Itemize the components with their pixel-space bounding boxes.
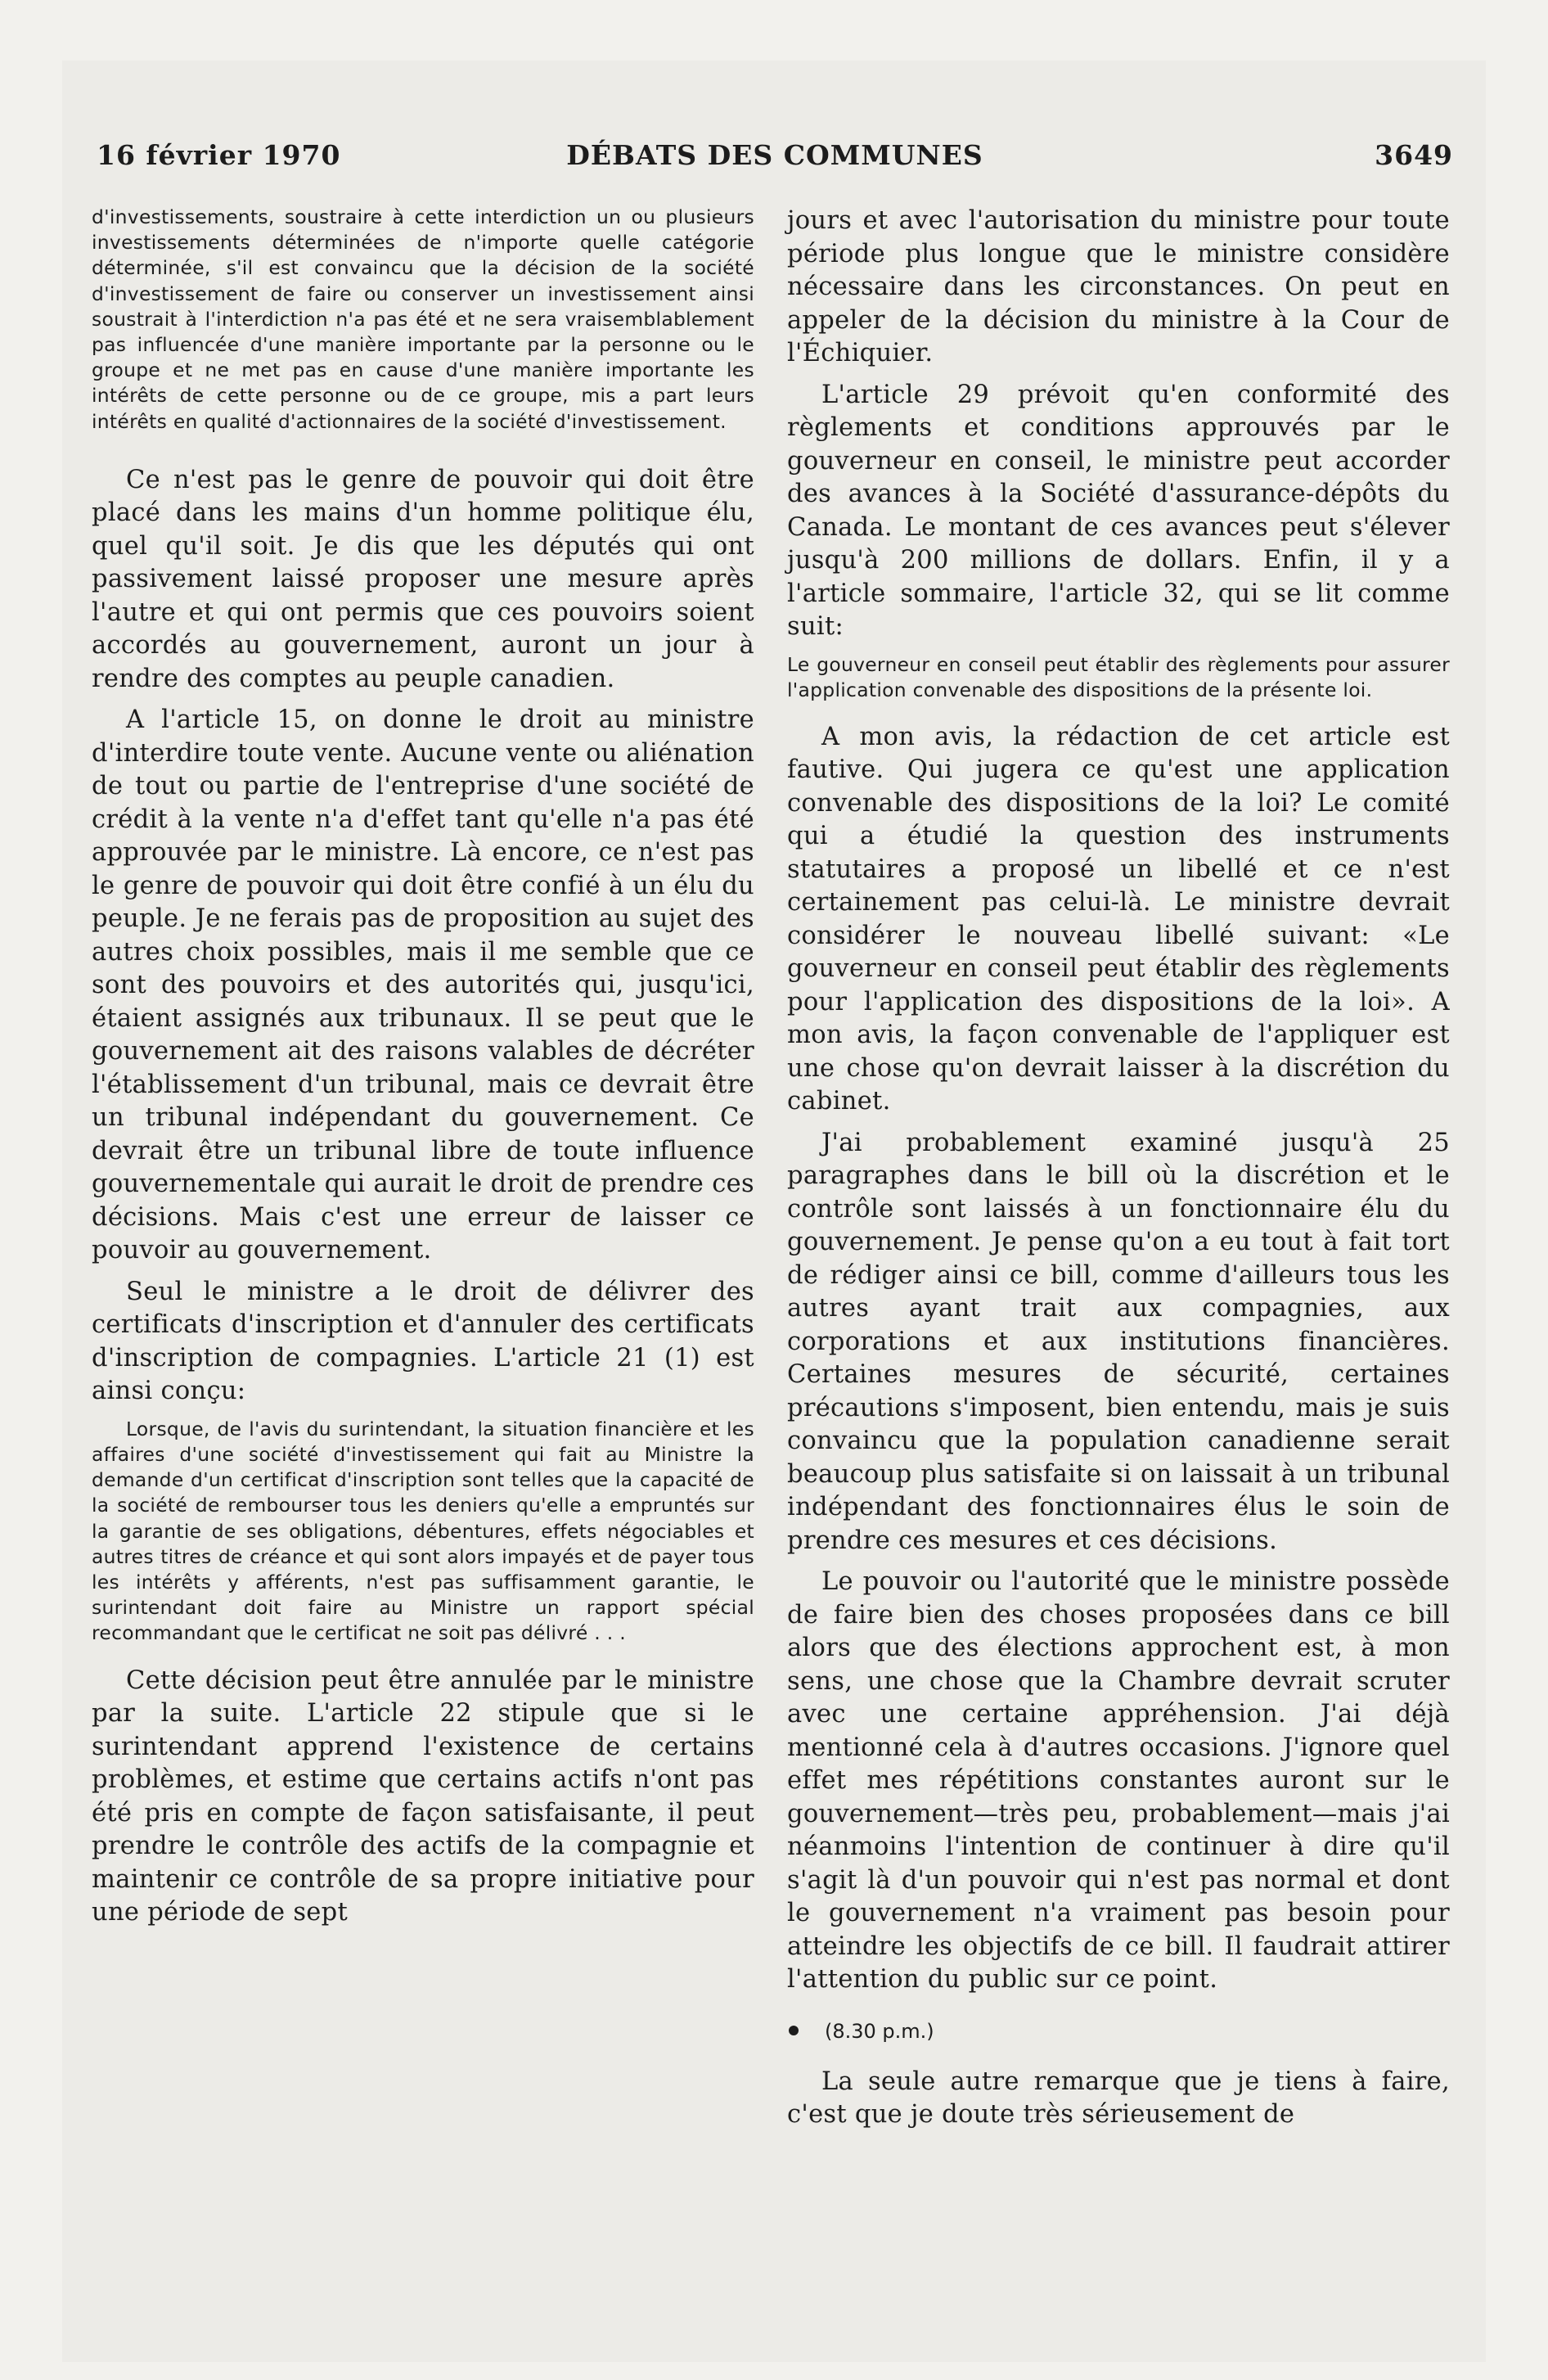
page-number: 3649 [1375,139,1453,171]
paragraph: A mon avis, la rédaction de cet article est fautive. Qui jugera ce qu'est une application convenable des dispositions de la loi? Le comité qui a étudié la question des instruments statutaires a proposé un libellé et ce n'est certainement pas celui-là. Le ministre devrait considérer le nouveau libellé suivant: «Le gouverneur en conseil peut établir des règlements pour l'application des dispositions de la loi». A mon avis, la façon convenable de l'appliquer est une chose qu'on devrait laisser à la discrétion du cabinet. [787,722,1450,1116]
right-column [787,205,1450,2132]
timestamp [787,2015,1450,2048]
header-title: DÉBATS DES COMMUNES [566,139,983,171]
header-date: 16 février 1970 [97,139,341,171]
left-column [92,205,754,1930]
bullet-icon [789,2026,799,2035]
paragraph: Le pouvoir ou l'autorité que le ministre possède de faire bien des choses proposées dans ce bill alors que des élections approchent est, à mon sens, une chose que la Chambre devrait scruter avec une certaine appréhension. J'ai déjà mentionné cela à d'autres occasions. J'ignore quel effet mes répétitions constantes auront sur le gouvernement—très peu, probablement—mais j'ai néanmoins l'intention de continuer à dire qu'il s'agit là d'un pouvoir qui n'est pas normal et dont le gouvernement n'a vraiment pas besoin pour atteindre les objectifs de ce bill. Il faudrait attirer l'attention du public sur ce point. [787,1567,1450,1995]
quotation: Le gouverneur en conseil peut établir des règlements pour assurer l'application convenable des dispositions de la présente loi. [787,652,1450,701]
paragraph: La seule autre remarque que je tiens à faire, c'est que je doute très sérieusement de [787,2067,1450,2130]
quotation-continued: d'investissements, soustraire à cette interdiction un ou plusieurs investissements déterminées de n'importe quelle catégorie déterminée, s'il est convaincu que la décision de la société d'investissement de faire ou conserver un investissement ainsi soustrait à l'interdiction n'a pas été et ne sera vraisemblablement pas influencée d'une manière importante par la personne ou le groupe et ne met pas en cause d'une manière importante les intérêts de cette personne ou de ce groupe, mis a part leurs intérêts en qualité d'actionnaires de la société d'investissement. [92,205,754,433]
paragraph: Seul le ministre a le droit de délivrer des certificats d'inscription et d'annuler des certificats d'inscription de compagnies. L'article 21 (1) est ainsi conçu: [92,1277,754,1406]
page [62,61,1486,2362]
paragraph: Ce n'est pas le genre de pouvoir qui doit être placé dans les mains d'un homme politique élu, quel qu'il soit. Je dis que les députés qui ont passivement laissé proposer une mesure après l'autre et qui ont permis que ces pouvoirs soient accordés au gouvernement, auront un jour à rendre des comptes au peuple canadien. [92,465,754,693]
page-header [97,139,1453,185]
quotation: Lorsque, de l'avis du surintendant, la situation financière et les affaires d'une société d'investissement qui fait au Ministre la demande d'un certificat d'inscription sont telles que la capacité de la société de rembourser tous les deniers qu'elle a empruntés sur la garantie de ses obligations, débentures, effets négociables et autres titres de créance et qui sont alors impayés et de payer tous les intérêts y afférents, n'est pas suffisamment garantie, le surintendant doit faire au Ministre un rapport spécial recommandant que le certificat ne soit pas délivré . . . [92,1417,754,1645]
paragraph: Cette décision peut être annulée par le ministre par la suite. L'article 22 stipule que si le surintendant apprend l'existence de certains problèmes, et estime que certains actifs n'ont pas été pris en compte de façon satisfaisante, il peut prendre le contrôle des actifs de la compagnie et maintenir ce contrôle de sa propre initiative pour une période de sept [92,1666,754,1927]
timestamp-text: (8.30 p.m.) [825,2019,934,2043]
paragraph: L'article 29 prévoit qu'en conformité des règlements et conditions approuvés par le gouverneur en conseil, le ministre peut accorder des avances à la Société d'assurance-dépôts du Canada. Le montant de ces avances peut s'élever jusqu'à 200 millions de dollars. Enfin, il y a l'article sommaire, l'article 32, qui se lit comme suit: [787,380,1450,641]
paragraph: jours et avec l'autorisation du ministre pour toute période plus longue que le ministre considère nécessaire dans les circonstances. On peut en appeler de la décision du ministre à la Cour de l'Échiquier. [787,206,1450,367]
paragraph: A l'article 15, on donne le droit au ministre d'interdire toute vente. Aucune vente ou aliénation de tout ou partie de l'entreprise d'une société de crédit à la vente n'a d'effet tant qu'elle n'a pas été approuvée par le ministre. Là encore, ce n'est pas le genre de pouvoir qui doit être confié à un élu du peuple. Je ne ferais pas de proposition au sujet des autres choix possibles, mais il me semble que ce sont des pouvoirs et des autorités qui, jusqu'ici, étaient assignés aux tribunaux. Il se peut que le gouvernement ait des raisons valables de décréter l'établissement d'un tribunal, mais ce devrait être un tribunal indépendant du gouvernement. Ce devrait être un tribunal libre de toute influence gouvernementale qui aurait le droit de prendre ces décisions. Mais c'est une erreur de laisser ce pouvoir au gouvernement. [92,705,754,1265]
paragraph: J'ai probablement examiné jusqu'à 25 paragraphes dans le bill où la discrétion et le contrôle sont laissés à un fonctionnaire élu du gouvernement. Je pense qu'on a eu tout à fait tort de rédiger ainsi ce bill, comme d'ailleurs tous les autres ayant trait aux compagnies, aux corporations et aux institutions financières. Certaines mesures de sécurité, certaines précautions s'imposent, bien entendu, mais je suis convaincu que la population canadienne serait beaucoup plus satisfaite si on laissait à un tribunal indépendant des fonctionnaires élus le soin de prendre ces mesures et ces décisions. [787,1128,1450,1555]
